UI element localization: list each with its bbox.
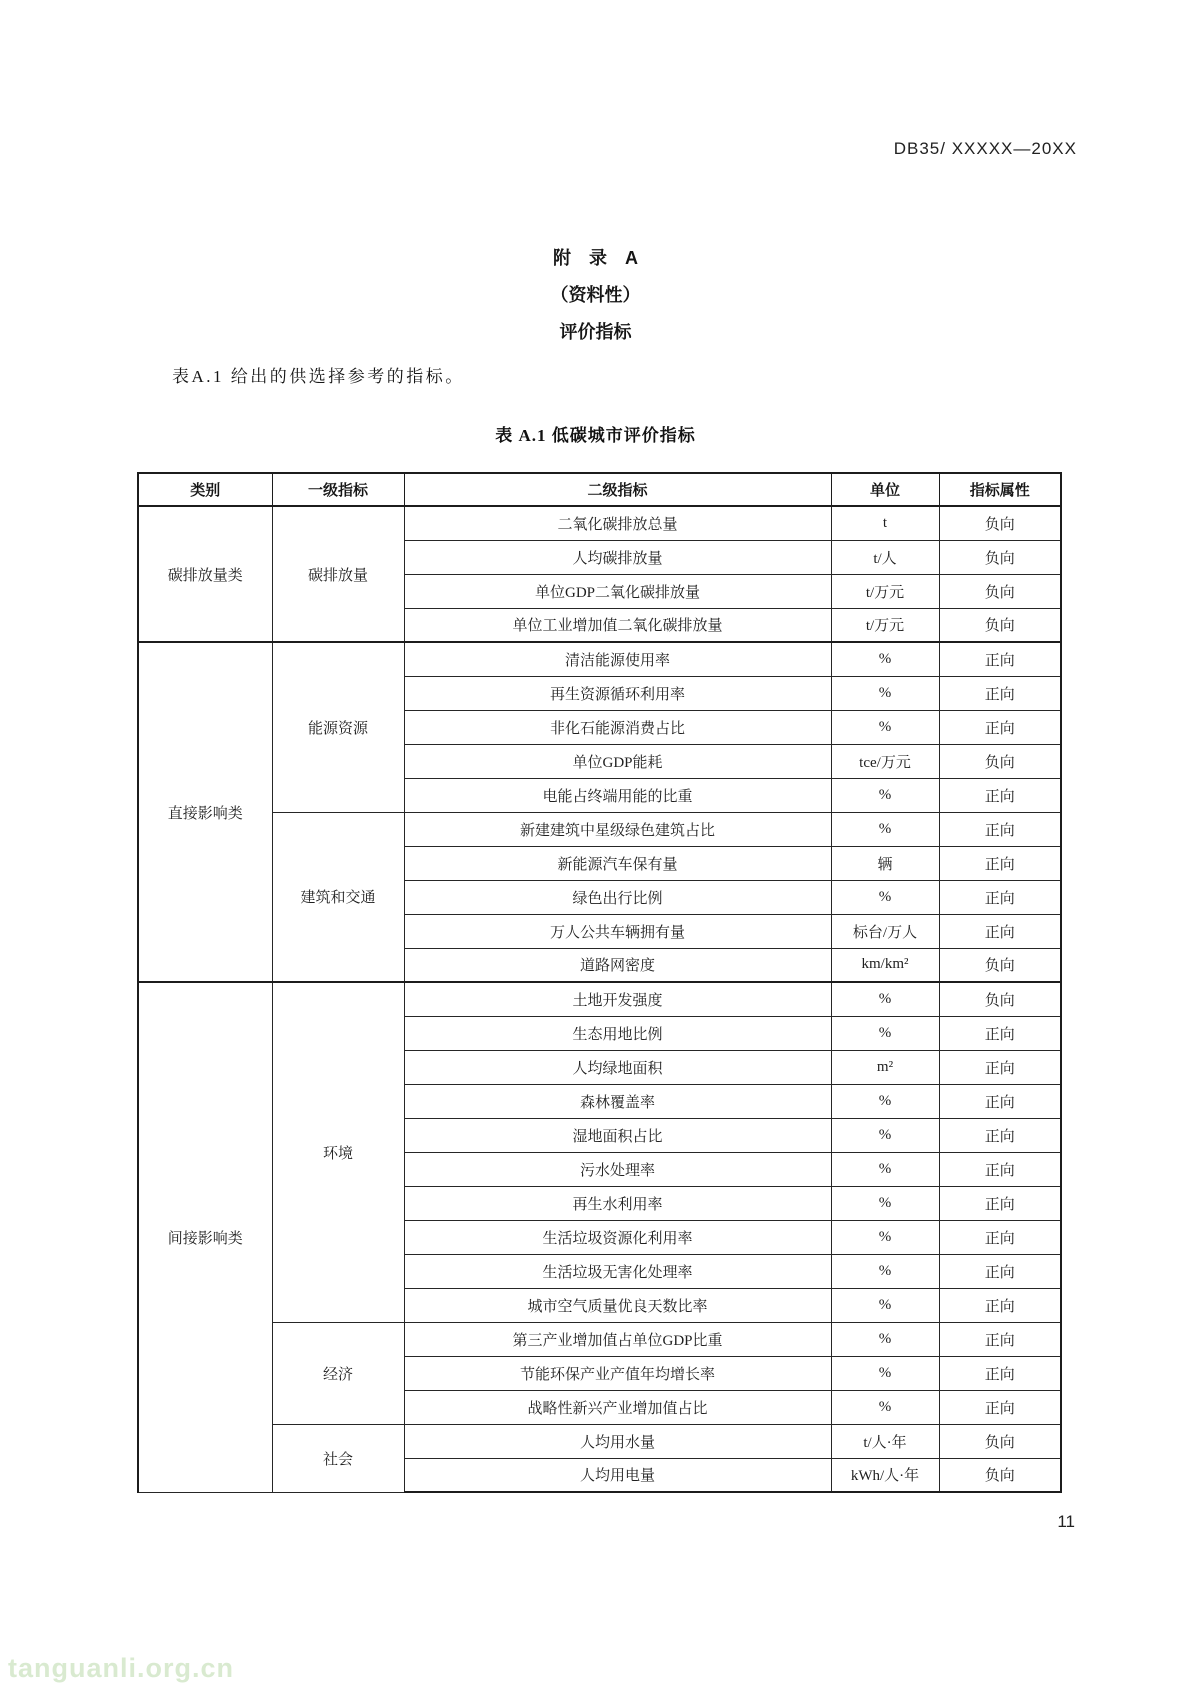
attribute-cell: 负向 <box>939 948 1061 982</box>
unit-cell: % <box>831 710 939 744</box>
secondary-indicator-cell: 二氧化碳排放总量 <box>404 506 831 540</box>
attribute-cell: 正向 <box>939 1322 1061 1356</box>
unit-cell: % <box>831 1254 939 1288</box>
unit-cell: t <box>831 506 939 540</box>
unit-cell: % <box>831 1152 939 1186</box>
attribute-cell: 负向 <box>939 608 1061 642</box>
unit-cell: km/km² <box>831 948 939 982</box>
attribute-cell: 负向 <box>939 540 1061 574</box>
unit-cell: % <box>831 1288 939 1322</box>
unit-cell: % <box>831 1186 939 1220</box>
primary-indicator-cell: 建筑和交通 <box>272 812 404 982</box>
attribute-cell: 正向 <box>939 1186 1061 1220</box>
table-caption: 表 A.1 低碳城市评价指标 <box>495 426 696 445</box>
header-unit: 单位 <box>831 473 939 506</box>
table-row <box>138 642 1061 676</box>
attribute-cell: 正向 <box>939 1152 1061 1186</box>
indicators-table <box>137 472 1062 1493</box>
attribute-cell: 正向 <box>939 1016 1061 1050</box>
header-category: 类别 <box>138 473 272 506</box>
unit-cell: % <box>831 1016 939 1050</box>
table-row <box>138 982 1061 1016</box>
appendix-title-line1: 附 录 A <box>553 248 638 268</box>
table-row <box>138 1322 1061 1356</box>
attribute-cell: 负向 <box>939 506 1061 540</box>
unit-cell: % <box>831 1220 939 1254</box>
appendix-title-line3: 评价指标 <box>559 322 632 342</box>
category-cell: 碳排放量类 <box>138 506 272 642</box>
primary-indicator-cell: 能源资源 <box>272 642 404 812</box>
attribute-cell: 正向 <box>939 1050 1061 1084</box>
attribute-cell: 正向 <box>939 1288 1061 1322</box>
secondary-indicator-cell: 单位GDP能耗 <box>404 744 831 778</box>
secondary-indicator-cell: 新能源汽车保有量 <box>404 846 831 880</box>
attribute-cell: 正向 <box>939 676 1061 710</box>
unit-cell: t/人·年 <box>831 1424 939 1458</box>
table-row <box>138 1424 1061 1458</box>
secondary-indicator-cell: 森林覆盖率 <box>404 1084 831 1118</box>
appendix-title-block <box>0 240 1191 351</box>
unit-cell: t/万元 <box>831 574 939 608</box>
unit-cell: % <box>831 1322 939 1356</box>
secondary-indicator-cell: 湿地面积占比 <box>404 1118 831 1152</box>
attribute-cell: 正向 <box>939 1356 1061 1390</box>
attribute-cell: 负向 <box>939 1424 1061 1458</box>
attribute-cell: 正向 <box>939 812 1061 846</box>
category-cell: 直接影响类 <box>138 642 272 982</box>
unit-cell: % <box>831 1390 939 1424</box>
unit-cell: % <box>831 676 939 710</box>
unit-cell: kWh/人·年 <box>831 1458 939 1492</box>
table-header-row <box>138 473 1061 506</box>
unit-cell: 辆 <box>831 846 939 880</box>
secondary-indicator-cell: 生态用地比例 <box>404 1016 831 1050</box>
attribute-cell: 负向 <box>939 744 1061 778</box>
unit-cell: % <box>831 812 939 846</box>
secondary-indicator-cell: 万人公共车辆拥有量 <box>404 914 831 948</box>
category-cell: 间接影响类 <box>138 982 272 1492</box>
unit-cell: t/万元 <box>831 608 939 642</box>
unit-cell: % <box>831 982 939 1016</box>
page-number: 11 <box>1057 1512 1075 1531</box>
secondary-indicator-cell: 道路网密度 <box>404 948 831 982</box>
attribute-cell: 正向 <box>939 1390 1061 1424</box>
attribute-cell: 正向 <box>939 1084 1061 1118</box>
secondary-indicator-cell: 污水处理率 <box>404 1152 831 1186</box>
unit-cell: % <box>831 1084 939 1118</box>
primary-indicator-cell: 经济 <box>272 1322 404 1424</box>
unit-cell: % <box>831 1356 939 1390</box>
secondary-indicator-cell: 城市空气质量优良天数比率 <box>404 1288 831 1322</box>
attribute-cell: 正向 <box>939 710 1061 744</box>
header-secondary-indicator: 二级指标 <box>404 473 831 506</box>
attribute-cell: 负向 <box>939 1458 1061 1492</box>
header-primary-indicator: 一级指标 <box>272 473 404 506</box>
secondary-indicator-cell: 节能环保产业产值年均增长率 <box>404 1356 831 1390</box>
secondary-indicator-cell: 非化石能源消费占比 <box>404 710 831 744</box>
secondary-indicator-cell: 生活垃圾无害化处理率 <box>404 1254 831 1288</box>
unit-cell: % <box>831 778 939 812</box>
unit-cell: t/人 <box>831 540 939 574</box>
secondary-indicator-cell: 土地开发强度 <box>404 982 831 1016</box>
unit-cell: tce/万元 <box>831 744 939 778</box>
attribute-cell: 负向 <box>939 574 1061 608</box>
secondary-indicator-cell: 绿色出行比例 <box>404 880 831 914</box>
attribute-cell: 正向 <box>939 1254 1061 1288</box>
unit-cell: % <box>831 1118 939 1152</box>
secondary-indicator-cell: 生活垃圾资源化利用率 <box>404 1220 831 1254</box>
secondary-indicator-cell: 再生资源循环利用率 <box>404 676 831 710</box>
secondary-indicator-cell: 人均用电量 <box>404 1458 831 1492</box>
watermark: tanguanli.org.cn <box>8 1653 235 1683</box>
unit-cell: m² <box>831 1050 939 1084</box>
secondary-indicator-cell: 人均用水量 <box>404 1424 831 1458</box>
attribute-cell: 正向 <box>939 778 1061 812</box>
attribute-cell: 正向 <box>939 1220 1061 1254</box>
appendix-title-line2: （资料性） <box>550 285 641 305</box>
attribute-cell: 正向 <box>939 642 1061 676</box>
header-attribute: 指标属性 <box>939 473 1061 506</box>
primary-indicator-cell: 环境 <box>272 982 404 1322</box>
secondary-indicator-cell: 单位GDP二氧化碳排放量 <box>404 574 831 608</box>
secondary-indicator-cell: 新建建筑中星级绿色建筑占比 <box>404 812 831 846</box>
unit-cell: 标台/万人 <box>831 914 939 948</box>
document-number: DB35/ XXXXX—20XX <box>893 139 1077 158</box>
secondary-indicator-cell: 战略性新兴产业增加值占比 <box>404 1390 831 1424</box>
attribute-cell: 正向 <box>939 880 1061 914</box>
intro-paragraph: 表A.1 给出的供选择参考的指标。 <box>172 367 465 386</box>
unit-cell: % <box>831 880 939 914</box>
secondary-indicator-cell: 再生水利用率 <box>404 1186 831 1220</box>
primary-indicator-cell: 碳排放量 <box>272 506 404 642</box>
table-row <box>138 812 1061 846</box>
secondary-indicator-cell: 电能占终端用能的比重 <box>404 778 831 812</box>
secondary-indicator-cell: 第三产业增加值占单位GDP比重 <box>404 1322 831 1356</box>
unit-cell: % <box>831 642 939 676</box>
secondary-indicator-cell: 人均绿地面积 <box>404 1050 831 1084</box>
attribute-cell: 正向 <box>939 1118 1061 1152</box>
table-row <box>138 506 1061 540</box>
attribute-cell: 正向 <box>939 846 1061 880</box>
secondary-indicator-cell: 人均碳排放量 <box>404 540 831 574</box>
secondary-indicator-cell: 清洁能源使用率 <box>404 642 831 676</box>
primary-indicator-cell: 社会 <box>272 1424 404 1492</box>
attribute-cell: 负向 <box>939 982 1061 1016</box>
attribute-cell: 正向 <box>939 914 1061 948</box>
secondary-indicator-cell: 单位工业增加值二氧化碳排放量 <box>404 608 831 642</box>
